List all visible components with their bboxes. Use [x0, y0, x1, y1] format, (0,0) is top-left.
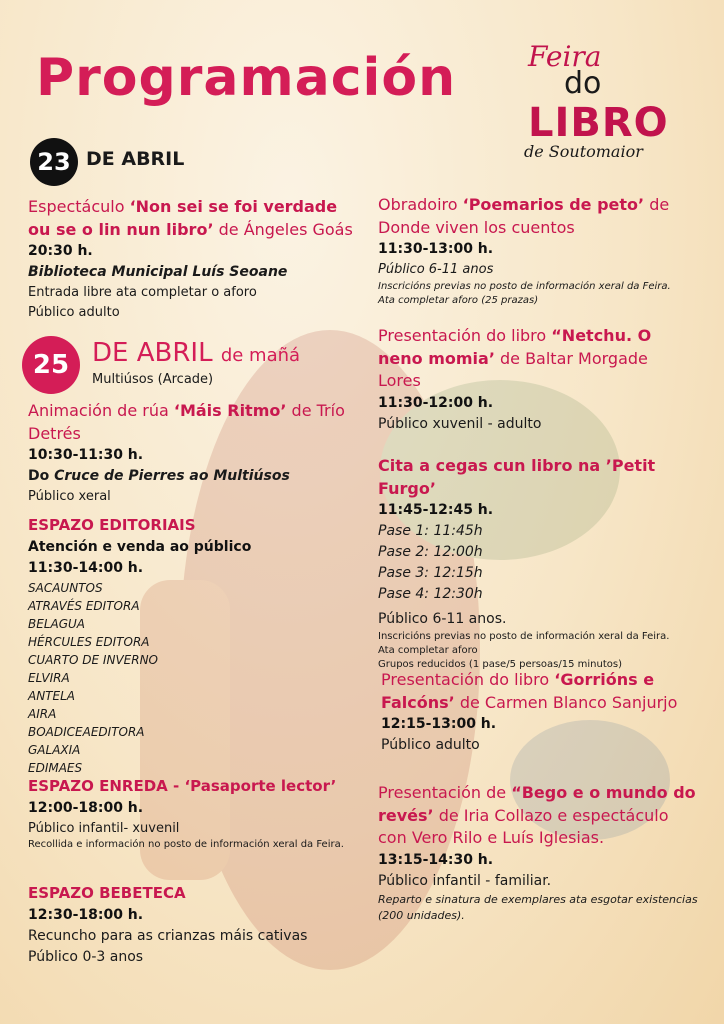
publisher-item: HÉRCULES EDITORA — [28, 634, 150, 649]
publisher-item: EDIMAES — [28, 760, 83, 775]
publisher-item: CUARTO DE INVERNO — [28, 652, 159, 667]
publisher-item: AIRA — [28, 706, 57, 721]
section-enreda: ESPAZO ENREDA - ‘Pasaporte lector’ 12:00-18:00 h. Público infantil- xuvenil Recollida e información no posto de información xeral da Feira. — [28, 777, 344, 850]
date-23-label: DE ABRIL — [86, 148, 185, 170]
event-time: 20:30 h. — [28, 243, 93, 260]
pass-list — [378, 521, 708, 605]
publisher-item: ATRAVÉS EDITORA — [28, 598, 140, 613]
event-poemarios: Obradoiro ‘Poemarios de peto’ de Donde viven los cuentos 11:30-13:00 h. Público 6-11 anos Inscricións previas no posto de información xeral da Feira. Ata completar aforo (25 prazas) — [378, 195, 671, 306]
section-editoriais: ESPAZO EDITORIAIS Atención e venda ao público 11:30-14:00 h. SACAUNTOS ATRAVÉS EDITORA BELAGUA HÉRCULES EDITORA CUARTO DE INVERNO ELVIRA ANTELA AIRA BOADICEAEDITORA GALAXIA EDIMAES — [28, 514, 348, 777]
pass-item: Pase 1: 11:45h — [378, 523, 483, 540]
pass-item: Pase 3: 12:15h — [378, 565, 483, 582]
publisher-item: GALAXIA — [28, 742, 81, 757]
publisher-item: SACAUNTOS — [28, 580, 103, 595]
event-mais-ritmo: Animación de rúa ‘Máis Ritmo’ de Trío Detrés 10:30-11:30 h. Do Cruce de Pierres ao Multiúsos Público xeral — [28, 401, 345, 505]
event-cita-a-cegas: Cita a cegas cun libro na ’Petit Furgo’ 11:45-12:45 h. Pase 1: 11:45h Pase 2: 12:00h Pase 3: 12:15h Pase 4: 12:30h Público 6-11 anos. Inscricións previas no posto de información xeral da Feira. Ata completar aforo Grupos reducidos (1 pase/5 persoas/15 minutos) — [378, 455, 708, 672]
event-non-sei: Espectáculo ‘Non sei se foi verdade ou se o lin nun libro’ de Ángeles Goás 20:30 h. Biblioteca Municipal Luís Seoane Entrada libre ata completar o aforo Público adulto — [28, 197, 353, 320]
publisher-list — [28, 579, 348, 777]
section-title: ESPAZO EDITORIAIS — [28, 516, 196, 534]
date-25-label: DE ABRIL de mañá — [92, 338, 301, 368]
page-title: Programación — [36, 48, 457, 108]
publisher-item: BELAGUA — [28, 616, 85, 631]
date-25-badge: 25 — [22, 336, 80, 394]
publisher-item: BOADICEAEDITORA — [28, 724, 145, 739]
pass-item: Pase 2: 12:00h — [378, 544, 483, 561]
section-bebeteca: ESPAZO BEBETECA 12:30-18:00 h. Recuncho para as crianzas máis cativas Público 0-3 anos — [28, 884, 308, 965]
event-place: Biblioteca Municipal Luís Seoane — [28, 264, 288, 281]
event-netchu: Presentación do libro “Netchu. O neno momia’ de Baltar Morgade Lores 11:30-12:00 h. Público xuvenil - adulto — [378, 326, 652, 433]
event-bego: Presentación de “Bego e o mundo do revés’ de Iria Collazo e espectáculo con Vero Rilo e Luís Iglesias. 13:15-14:30 h. Público infantil - familiar. Reparto e sinatura de exemplares ata esgotar existencias (200 unidades). — [378, 783, 698, 922]
date-23-badge: 23 — [30, 138, 78, 186]
publisher-item: ANTELA — [28, 688, 75, 703]
date-25-venue: Multiúsos (Arcade) — [92, 372, 214, 387]
event-gorrions: Presentación do libro ‘Gorrións e Falcóns’ de Carmen Blanco Sanjurjo 12:15-13:00 h. Público adulto — [381, 670, 678, 754]
feira-do-libro-logo: Feira do LIBRO de Soutomaior — [524, 40, 669, 161]
pass-item: Pase 4: 12:30h — [378, 586, 483, 603]
publisher-item: ELVIRA — [28, 670, 70, 685]
